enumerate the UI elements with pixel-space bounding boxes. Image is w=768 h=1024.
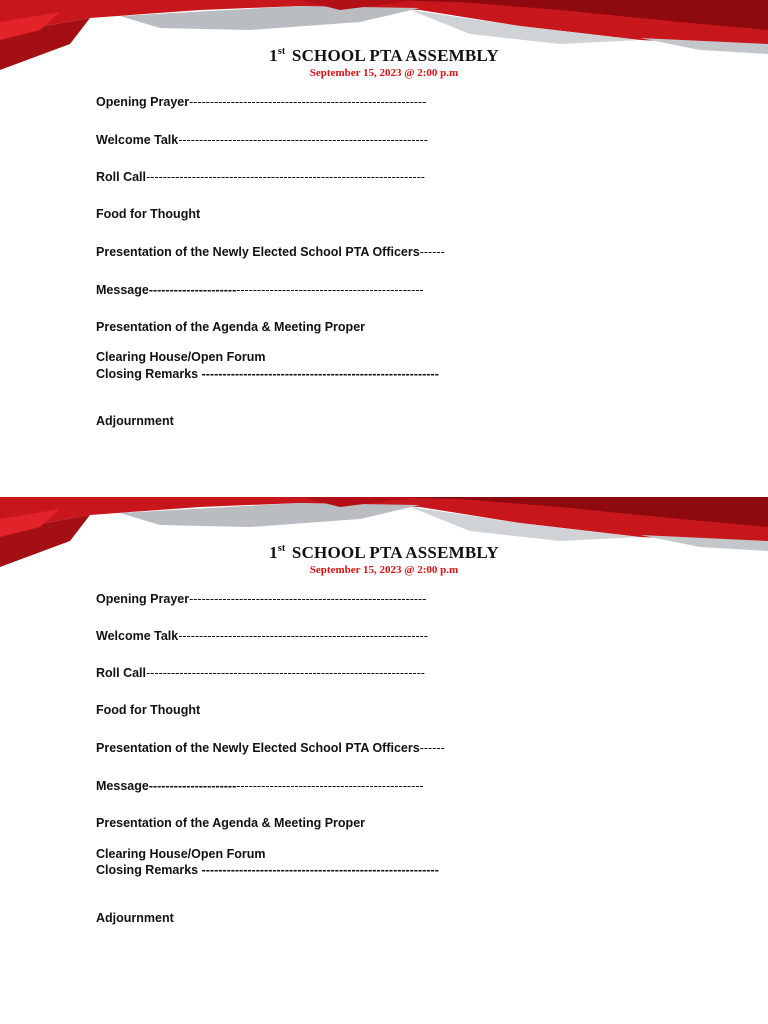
program-item-adjournment: Adjournment	[96, 414, 174, 428]
program-item-open-forum: Clearing House/Open Forum	[96, 847, 266, 861]
program-item-closing-remarks: Closing Remarks ---------------------------------------------------------	[96, 863, 439, 877]
program-item-officers-presentation: Presentation of the Newly Elected School PTA Officers------	[96, 741, 445, 755]
assembly-title: 1st SCHOOL PTA ASSEMBLY	[269, 46, 499, 65]
program-item-agenda: Presentation of the Agenda & Meeting Proper	[96, 320, 366, 334]
program-item-opening-prayer: Opening Prayer---------------------------------------------------------	[96, 592, 427, 606]
assembly-date: September 15, 2023 @ 2:00 p.m	[309, 564, 459, 576]
program-item-open-forum: Clearing House/Open Forum	[96, 350, 266, 364]
program-item-welcome-talk: Welcome Talk------------------------------------------------------------	[96, 629, 428, 643]
program-sheet-top	[0, 0, 768, 497]
assembly-date: September 15, 2023 @ 2:00 p.m	[309, 67, 459, 79]
program-item-food-for-thought: Food for Thought	[96, 207, 201, 221]
program-item-food-for-thought: Food for Thought	[96, 703, 201, 717]
program-sheet-bottom	[0, 497, 768, 994]
program-item-message: Message------------------------------------------------------------------	[96, 283, 424, 297]
program-item-roll-call: Roll Call-------------------------------------------------------------------	[96, 170, 425, 184]
program-item-roll-call: Roll Call-------------------------------------------------------------------	[96, 666, 425, 680]
program-item-closing-remarks: Closing Remarks ---------------------------------------------------------	[96, 367, 439, 381]
program-item-agenda: Presentation of the Agenda & Meeting Proper	[96, 816, 366, 830]
program-item-welcome-talk: Welcome Talk------------------------------------------------------------	[96, 133, 428, 147]
program-item-message: Message------------------------------------------------------------------	[96, 779, 424, 793]
assembly-title: 1st SCHOOL PTA ASSEMBLY	[269, 543, 499, 562]
program-item-adjournment: Adjournment	[96, 911, 174, 925]
program-item-officers-presentation: Presentation of the Newly Elected School PTA Officers------	[96, 245, 445, 259]
program-item-opening-prayer: Opening Prayer---------------------------------------------------------	[96, 95, 427, 109]
